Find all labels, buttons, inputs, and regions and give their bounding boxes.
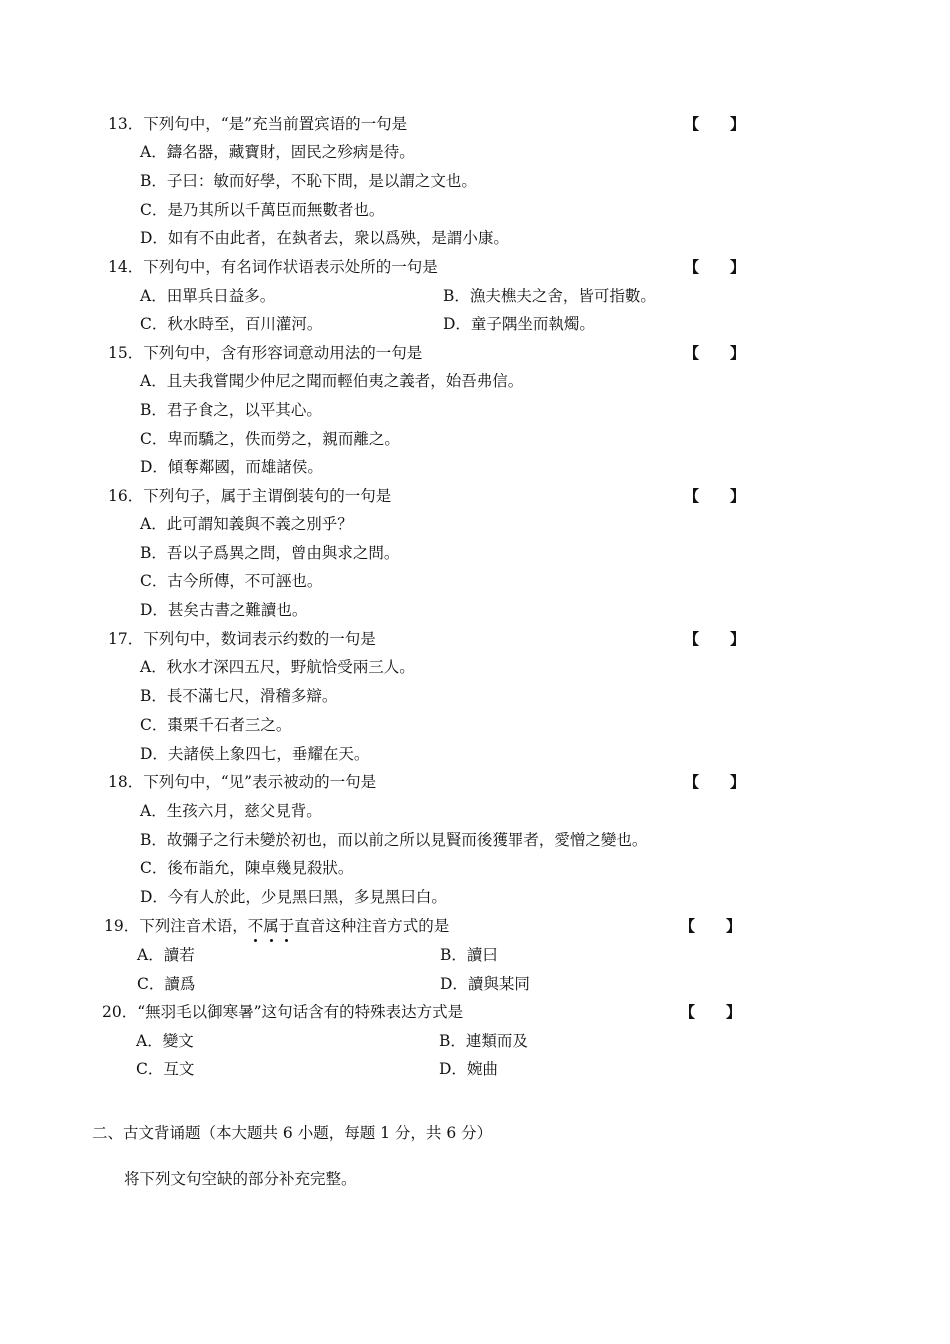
question-20-stem [102,1002,463,1022]
section-title: 二、古文背诵题（本大题共 6 小题，每题 1 分，共 6 分） [92,1124,493,1142]
answer-bracket-right: 】 [730,773,746,791]
question-14-stem [108,257,438,277]
question-number: 15． [108,344,144,362]
question-13-stem [108,114,407,134]
question-number: 20． [102,1003,138,1021]
option-c: C．秋水時至，百川灌河。 [140,315,323,333]
option-d: D．今有人於此，少見黑曰黑，多見黑曰白。 [140,888,447,906]
option-c: C．互文 [136,1060,195,1078]
option-d: D．讀與某同 [440,975,530,993]
answer-bracket-right: 】 [730,115,746,133]
answer-bracket-right: 】 [726,917,742,935]
option-c: C．古今所傳，不可誣也。 [140,572,323,590]
option-b: B．讀曰 [440,946,498,964]
question-16-stem [108,486,391,506]
question-text: 下列句中，含有形容词意动用法的一句是 [143,344,423,362]
option-a: A．且夫我嘗聞少仲尼之聞而輕伯夷之義者，始吾弗信。 [140,372,524,390]
option-b: B．長不滿七尺，滑稽多辯。 [140,687,338,705]
question-15-stem [108,343,422,363]
question-text: 下列句中，“是”充当前置宾语的一句是 [143,115,408,133]
emphasis-char: 属 [263,917,279,935]
answer-bracket-right: 】 [730,344,746,362]
section-instruction: 将下列文句空缺的部分补充完整。 [124,1170,357,1188]
answer-bracket-right: 】 [730,487,746,505]
question-number: 17． [108,630,144,648]
option-c: C．後布詣允，陳卓幾見殺狀。 [140,859,354,877]
option-d: D．如有不由此者，在埶者去，衆以爲殃，是謂小康。 [140,229,509,247]
option-b: B．君子食之，以平其心。 [140,401,322,419]
question-18-stem [108,772,376,792]
question-number: 18． [108,773,144,791]
answer-bracket-left: 【 [684,258,700,276]
question-number: 14． [108,258,144,276]
emphasis-char: 不 [247,917,264,935]
question-text: 直音这种注音方式的是 [294,917,450,935]
question-17-stem [108,629,376,649]
option-b: B．子曰：敏而好學，不恥下問，是以謂之文也。 [140,172,477,190]
question-number: 19． [104,917,140,935]
option-c: C．棗栗千石者三之。 [140,716,292,734]
answer-bracket-left: 【 [680,917,696,935]
answer-bracket-right: 】 [730,630,746,648]
question-text: 下列注音术语， [139,917,248,935]
option-b: B．故彌子之行未變於初也，而以前之所以見賢而後獲罪者，愛憎之變也。 [140,831,648,849]
answer-bracket-left: 【 [684,344,700,362]
option-c: C．是乃其所以千萬臣而無數者也。 [140,201,385,219]
answer-bracket-left: 【 [680,1003,696,1021]
question-text: “無羽毛以御寒暑”这句话含有的特殊表达方式是 [137,1003,464,1021]
option-b: B．漁夫樵夫之舍，皆可指數。 [443,287,656,305]
option-b: B．吾以子爲異之問，曾由與求之問。 [140,544,400,562]
emphasis-char: 于 [278,917,295,935]
answer-bracket-left: 【 [684,630,700,648]
option-a: A．讀若 [137,946,195,964]
option-d: D．夫諸侯上象四七，垂耀在天。 [140,745,370,763]
option-d: D．婉曲 [439,1060,498,1078]
answer-bracket-right: 】 [726,1003,742,1021]
option-a: A．此可謂知義與不義之別乎？ [140,515,353,533]
option-d: D．甚矣古書之難讀也。 [140,601,308,619]
answer-bracket-right: 】 [730,258,746,276]
question-19-stem [104,916,449,936]
question-number: 13． [108,115,144,133]
answer-bracket-left: 【 [684,773,700,791]
option-c: C．讀爲 [137,975,196,993]
question-text: 下列句中，数词表示约数的一句是 [143,630,376,648]
option-b: B．連類而及 [439,1032,528,1050]
question-text: 下列句子，属于主谓倒装句的一句是 [143,487,392,505]
answer-bracket-left: 【 [684,115,700,133]
option-a: A．鑄名器，藏寶財，固民之殄病是待。 [140,143,415,161]
option-d: D．童子隅坐而執燭。 [443,315,595,333]
question-text: 下列句中，有名词作状语表示处所的一句是 [143,258,438,276]
option-a: A．變文 [136,1032,194,1050]
question-text: 下列句中，“见”表示被动的一句是 [143,773,377,791]
option-a: A．秋水才深四五尺，野航恰受兩三人。 [140,658,415,676]
question-number: 16． [108,487,144,505]
option-d: D．傾奪鄰國，而雄諸侯。 [140,458,323,476]
option-a: A．田單兵日益多。 [140,287,276,305]
answer-bracket-left: 【 [684,487,700,505]
option-c: C．卑而驕之，佚而勞之，親而離之。 [140,430,400,448]
option-a: A．生孩六月，慈父見背。 [140,802,322,820]
